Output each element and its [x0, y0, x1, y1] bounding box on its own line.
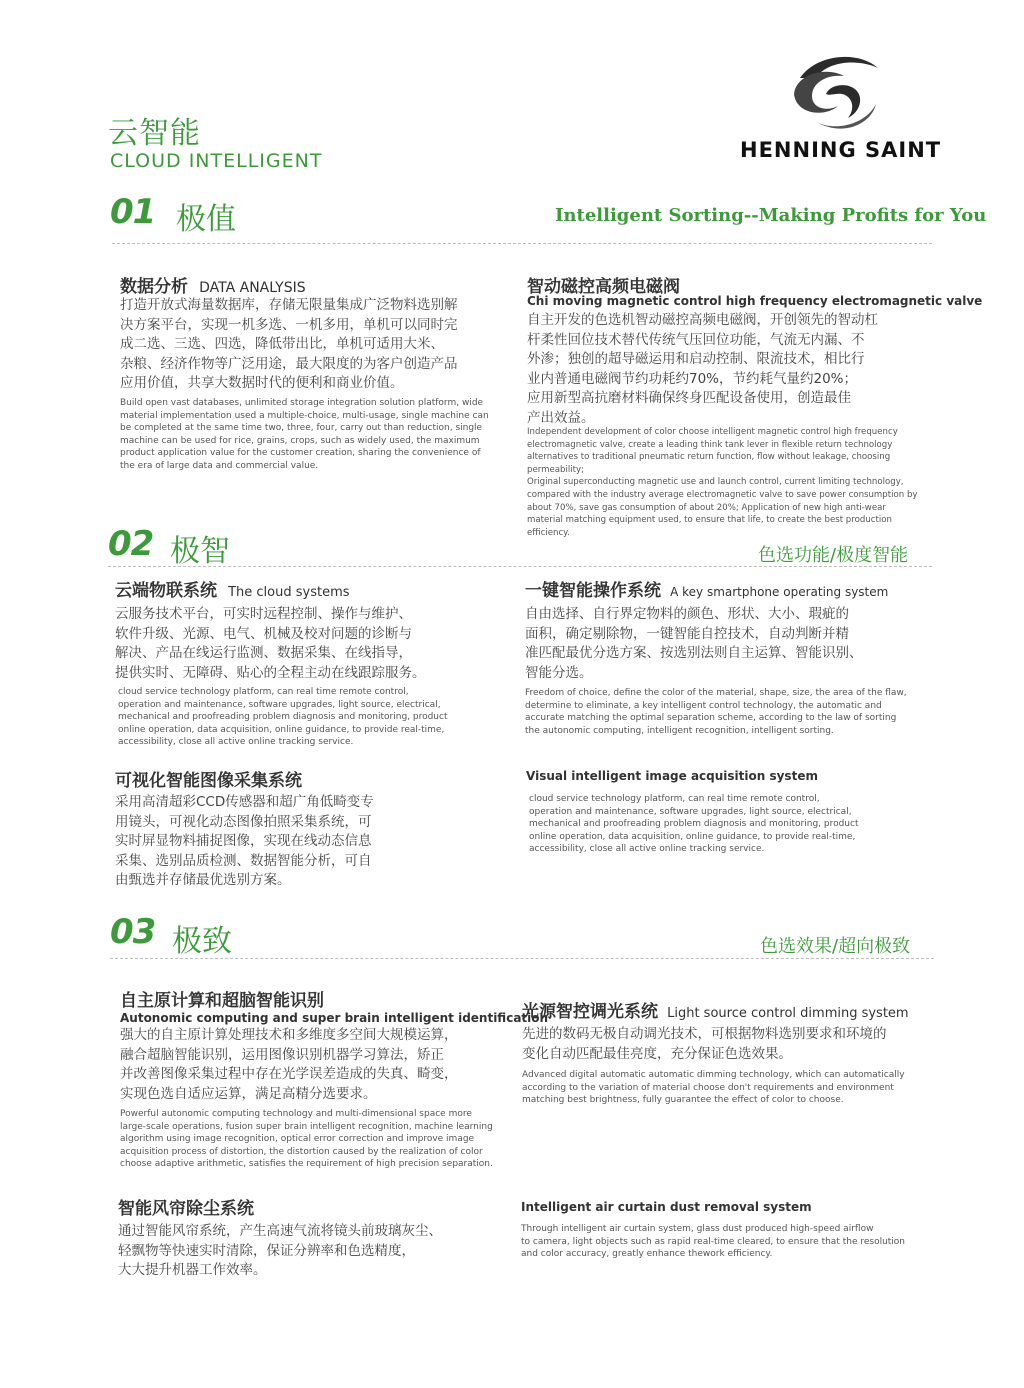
text-line: 决方案平台，实现一机多选、一机多用，单机可以同时完 [120, 316, 458, 333]
text-line: Build open vast databases, unlimited storage integration solution platform, wide [120, 398, 484, 408]
onekey-title-cn: 一键智能操作系统 [525, 581, 661, 601]
valve-body-en [527, 426, 947, 539]
data-analysis-body-en [120, 397, 500, 473]
text-line: acquisition process of distortion, the distortion caused by the realization of color [120, 1146, 483, 1157]
text-line: 由甄选并存储最优选别方案。 [115, 872, 291, 888]
light-title-cn: 光源智控调光系统 [522, 1002, 658, 1022]
text-line: Original superconducting magnetic use and launch control, current limiting technology, [527, 477, 904, 488]
section-02-number: 02 [108, 524, 154, 564]
valve-body-cn [527, 311, 927, 428]
text-line: the autonomic computing, intelligent recognition, intelligent sorting. [525, 725, 834, 736]
text-line: determine to eliminate, a key intelligent control technology, the automatic and [525, 700, 882, 711]
text-line: 智能分选。 [525, 664, 593, 681]
text-line: 并改善图像采集过程中存在光学误差造成的失真、畸变， [120, 1066, 458, 1082]
data-analysis-title-cn: 数据分析 [120, 277, 188, 297]
dust-title-cn: 智能风帘除尘系统 [118, 1199, 254, 1219]
text-line: mechanical and proofreading problem diagnosis and monitoring, product [529, 819, 859, 830]
visual-body-cn [115, 793, 435, 891]
text-line: mechanical and proofreading problem diagnosis and monitoring, product [118, 712, 448, 723]
data-analysis-title-en: DATA ANALYSIS [199, 280, 306, 296]
text-line: cloud service technology platform, can real time remote control, [529, 794, 820, 804]
text-line: choose adaptive arithmetic, satisfies the requirement of high precision separation. [120, 1159, 493, 1170]
text-line: 打造开放式海量数据库，存储无限量集成广泛物料选别解 [120, 297, 458, 313]
dust-body-en [521, 1223, 921, 1261]
text-line: to camera, light objects such as rapid real-time cleared, to ensure that the resolution [521, 1236, 906, 1247]
text-line: 解决、产品在线运行监测、数据采集、在线指导， [115, 645, 412, 661]
text-line: 用镜头，可视化动态图像拍照采集系统，可 [115, 813, 372, 830]
section-03-number: 03 [110, 912, 156, 952]
light-title-en: Light source control dimming system [667, 1006, 909, 1021]
text-line: material matching equipment used, to ensure that life, to create the best production [527, 515, 892, 526]
light-heading [522, 997, 909, 1022]
autonomous-title-en: Autonomic computing and super brain intelligent identification [120, 1011, 549, 1025]
text-line: Through intelligent air curtain system, glass dust produced high-speed airflow [521, 1224, 874, 1234]
onekey-heading [525, 576, 888, 601]
text-line: online operation, data acquisition, online guidance, to provide real-time, [529, 831, 856, 842]
text-line: 提供实时、无障碍、贴心的全程主动在线跟踪服务。 [115, 664, 426, 681]
section-03-divider [110, 958, 934, 959]
text-line: large-scale operations, fusion super brain intelligent recognition, machine learning [120, 1121, 493, 1132]
text-line: 杆柔性回位技术替代传统气压回位功能，气流无内漏、不 [527, 331, 865, 348]
text-line: 自主开发的色选机智动磁控高频电磁阀，开创领先的智动杠 [527, 312, 878, 328]
text-line: machine can be used for rice, grains, crops, such as widely used, the maximum [120, 435, 480, 446]
text-line: 自由选择、自行界定物料的颜色、形状、大小、瑕疵的 [525, 606, 849, 622]
text-line: cloud service technology platform, can real time remote control, [118, 687, 409, 697]
text-line: 实时屏显物料捕捉图像，实现在线动态信息 [115, 833, 372, 849]
light-body-cn [522, 1025, 932, 1064]
text-line: accessibility, close all active online tracking service. [118, 737, 354, 748]
cloud-body-en [118, 686, 498, 749]
autonomous-body-cn [120, 1026, 500, 1104]
text-line: online operation, data acquisition, online guidance, to provide real-time, [118, 724, 445, 735]
cloud-title-cn: 云端物联系统 [115, 581, 217, 601]
text-line: 面积，确定剔除物，一键智能自控技术，自动判断并精 [525, 625, 849, 642]
onekey-body-cn [525, 605, 925, 683]
text-line: algorithm using image recognition, optical error correction and improve image [120, 1134, 475, 1145]
onekey-body-en [525, 687, 925, 737]
section-03-tagline: 色选效果/超向极致 [760, 936, 911, 957]
dust-body-cn [118, 1222, 498, 1281]
text-line: Powerful autonomic computing technology and multi-dimensional space more [120, 1109, 472, 1119]
text-line: 采用高清超彩CCD传感器和超广角低畸变专 [115, 794, 374, 810]
text-line: 应用价值，共享大数据时代的便利和商业价值。 [120, 375, 404, 391]
henning-saint-logo-icon [786, 48, 882, 134]
text-line: Advanced digital automatic automatic dimming technology, which can automatically [522, 1070, 905, 1080]
text-line: 先进的数码无极自动调光技术，可根据物料选别要求和环境的 [522, 1026, 887, 1042]
text-line: 大大提升机器工作效率。 [118, 1262, 267, 1278]
cloud-body-cn [115, 605, 495, 683]
text-line: 实现色选自适应运算，满足高精分选要求。 [120, 1085, 377, 1102]
visual-title-cn: 可视化智能图像采集系统 [115, 771, 302, 791]
text-line: according to the variation of material choose don't requirements and environment [522, 1082, 894, 1093]
text-line: 融合超脑智能识别，运用图像识别机器学习算法，矫正 [120, 1046, 444, 1063]
brand-name: HENNING SAINT [740, 138, 942, 162]
text-line: compared with the industry average electromagnetic valve to save power consumption by [527, 489, 918, 500]
text-line: operation and maintenance, software upgrades, light source, electrical, [118, 699, 441, 710]
text-line: 变化自动匹配最佳亮度，充分保证色选效果。 [522, 1045, 792, 1062]
text-line: 准匹配最优分选方案、按选别法则自主运算、智能识别、 [525, 645, 863, 661]
text-line: product application value for the customer creation, sharing the convenience of [120, 448, 481, 459]
text-line: 强大的自主原计算处理技术和多维度多空间大规模运算， [120, 1027, 458, 1043]
text-line: Freedom of choice, define the color of the material, shape, size, the area of the flaw, [525, 688, 907, 698]
text-line: accessibility, close all active online tracking service. [529, 844, 765, 855]
text-line: 轻飘物等快速实时清除，保证分辨率和色选精度， [118, 1242, 415, 1259]
section-02-divider [108, 566, 932, 567]
text-line: 产出效益。 [527, 409, 595, 426]
text-line: 外渗；独创的超导磁运用和启动控制、限流技术，相比行 [527, 351, 865, 367]
text-line: Independent development of color choose intelligent magnetic control high frequency [527, 427, 898, 437]
data-analysis-body-cn [120, 296, 500, 394]
text-line: 通过智能风帘系统，产生高速气流将镜头前玻璃灰尘、 [118, 1223, 442, 1239]
slogan: Intelligent Sorting--Making Profits for You [555, 205, 987, 226]
autonomous-body-en [120, 1108, 500, 1171]
text-line: the era of large data and commercial value. [120, 460, 319, 471]
text-line: be completed at the same time two, three, four, carry out than reduction, single [120, 423, 483, 434]
section-01-number: 01 [110, 192, 156, 232]
section-03-title: 极致 [172, 924, 232, 959]
onekey-title-en: A key smartphone operating system [670, 585, 889, 599]
valve-title-en: Chi moving magnetic control high frequency electromagnetic valve [527, 294, 983, 308]
text-line: 杂粮、经济作物等广泛用途，最大限度的为客户创造产品 [120, 355, 458, 372]
section-01-title: 极值 [176, 202, 236, 237]
cloud-title-en: The cloud systems [228, 585, 350, 600]
text-line: accurate matching the optimal separation scheme, according to the law of sorting [525, 713, 897, 724]
section-02-tagline: 色选功能/极度智能 [758, 545, 909, 566]
header-title-cn: 云智能 [108, 116, 201, 151]
autonomous-title-cn: 自主原计算和超脑智能识别 [120, 991, 324, 1011]
text-line: operation and maintenance, software upgrades, light source, electrical, [529, 806, 852, 817]
visual-title-en: Visual intelligent image acquisition system [526, 769, 818, 783]
header-title-en: CLOUD INTELLIGENT [110, 150, 323, 172]
text-line: electromagnetic valve, create a leading think tank lever in flexible return technology [527, 439, 893, 450]
visual-body-en [529, 793, 909, 856]
text-line: 应用新型高抗磨材料确保终身匹配设备使用，创造最佳 [527, 390, 851, 406]
light-body-en [522, 1069, 922, 1107]
text-line: efficiency. [527, 527, 570, 538]
text-line: 云服务技术平台，可实时远程控制、操作与维护、 [115, 606, 412, 622]
valve-title-cn: 智动磁控高频电磁阀 [527, 277, 680, 297]
section-01-divider [112, 243, 932, 244]
text-line: 采集、选别品质检测、数据智能分析，可自 [115, 852, 372, 869]
dust-title-en: Intelligent air curtain dust removal system [521, 1200, 812, 1214]
text-line: material implementation used a multiple-choice, multi-usage, single machine can [120, 410, 489, 421]
cloud-heading [115, 576, 350, 601]
section-02-title: 极智 [170, 534, 230, 569]
text-line: 软件升级、光源、电气、机械及校对问题的诊断与 [115, 625, 412, 642]
text-line: alternatives to traditional pneumatic return function, flow without leakage, choosing permeability; [527, 452, 891, 475]
text-line: matching best brightness, fully guarantee the effect of color to choose. [522, 1095, 844, 1106]
text-line: 成二选、三选、四选，降低带出比，单机可适用大米、 [120, 336, 444, 352]
text-line: about 70%, save gas consumption of about 20%; Application of new high anti-wear [527, 502, 886, 513]
text-line: 业内普通电磁阀节约功耗约70%，节约耗气量约20%； [527, 370, 858, 387]
data-analysis-heading [120, 272, 306, 297]
text-line: and color accuracy, greatly enhance thework efficiency. [521, 1249, 773, 1260]
